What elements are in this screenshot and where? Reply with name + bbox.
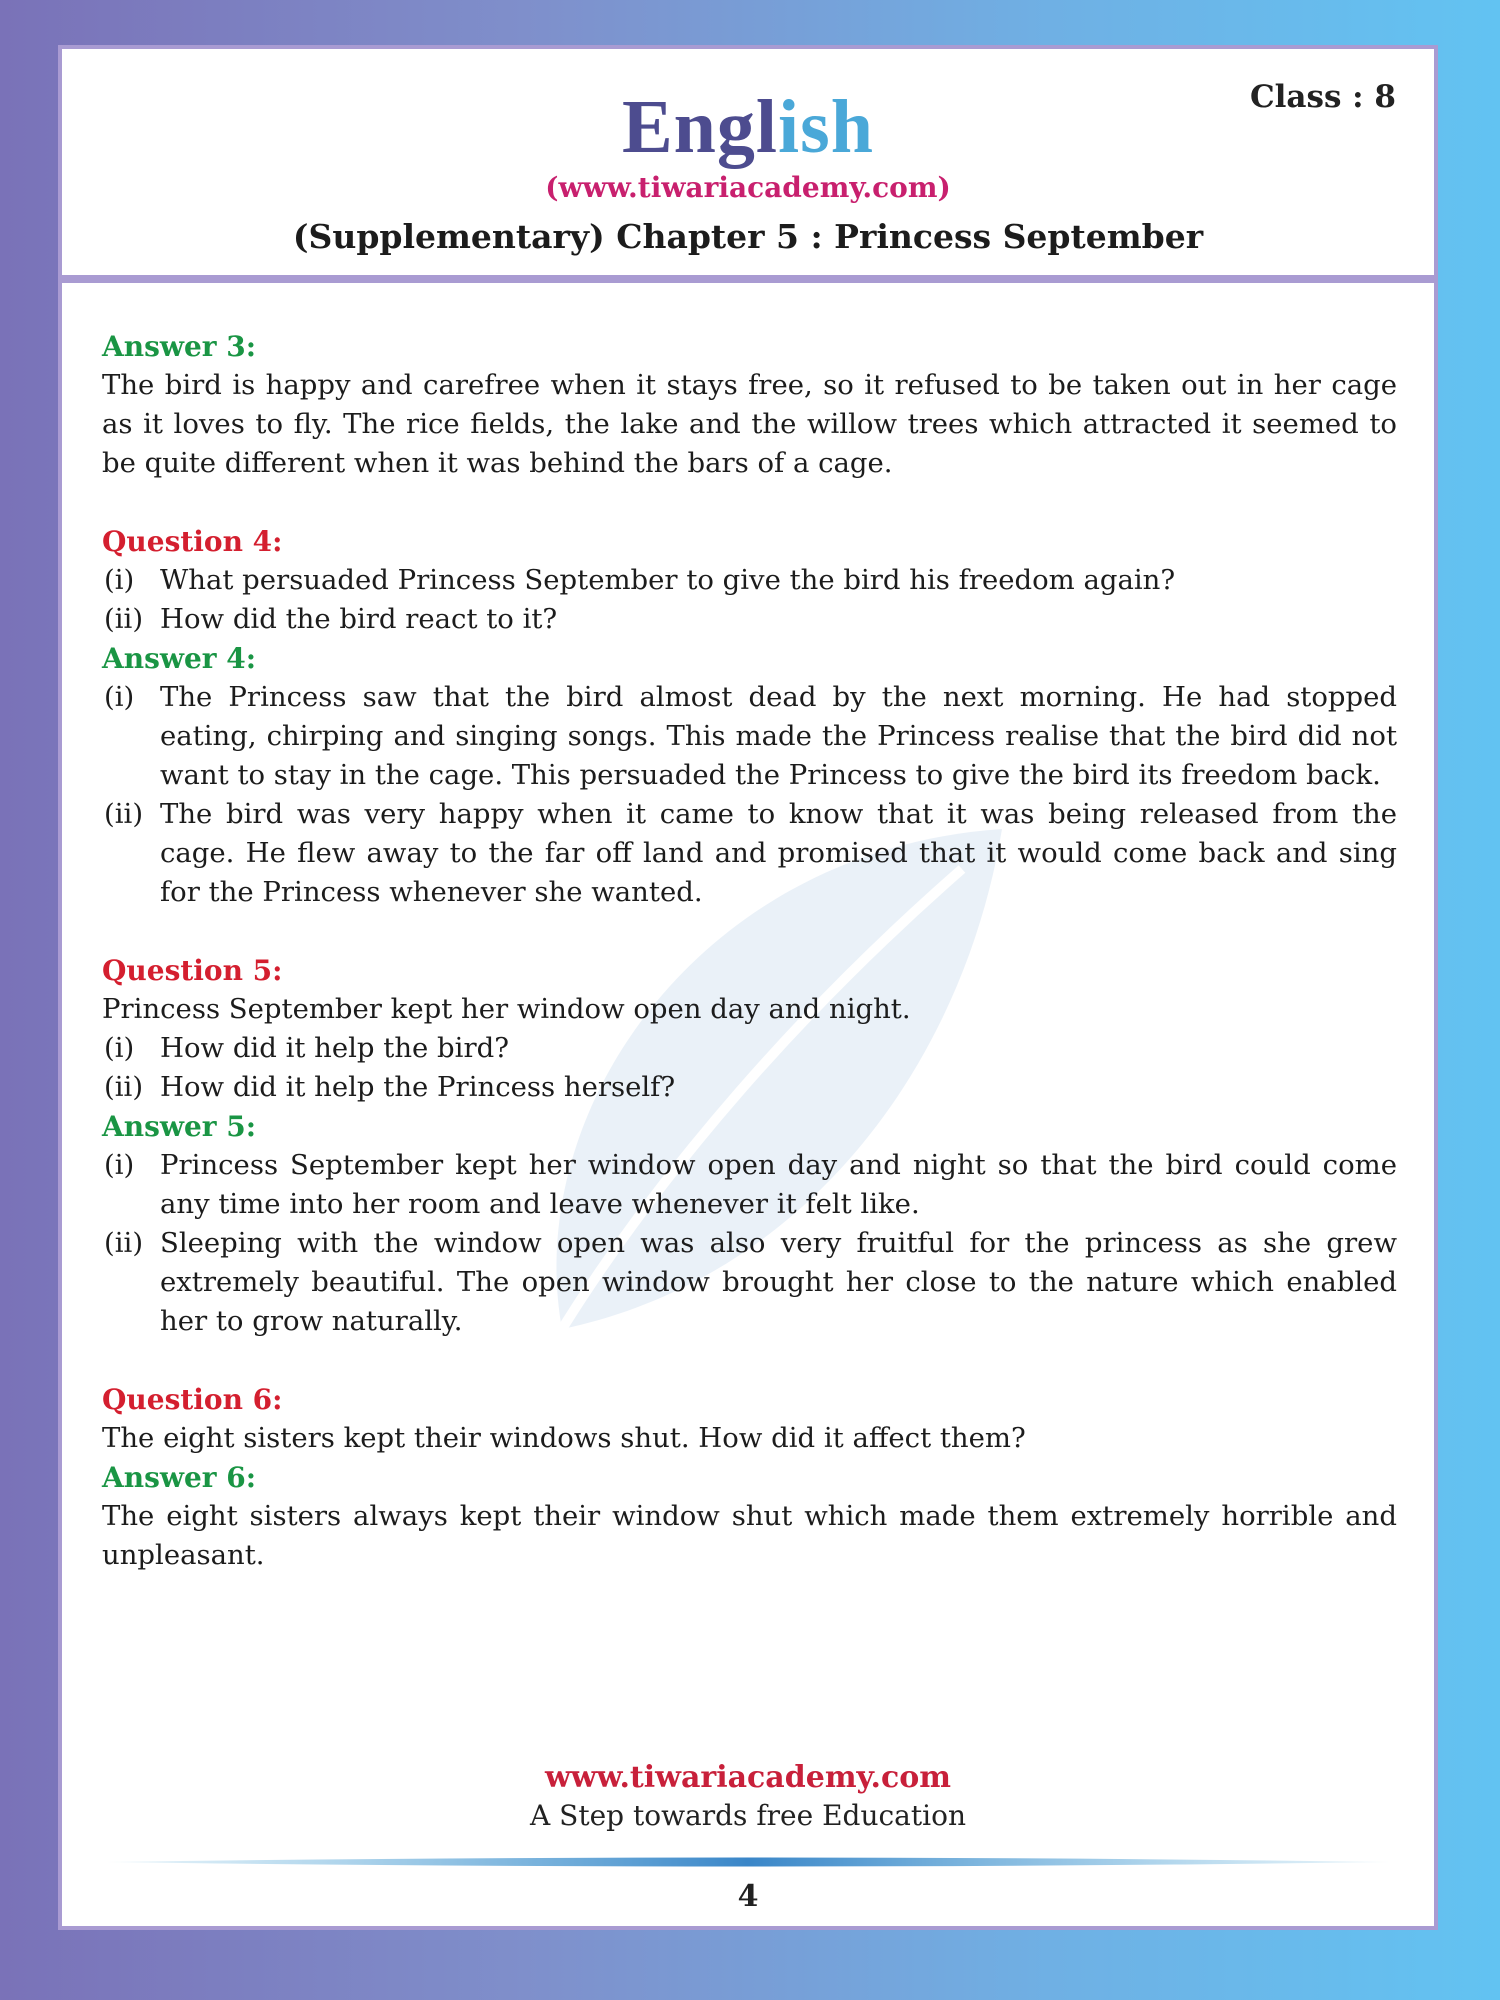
list-item (102, 1068, 1397, 1107)
item-text: How did the bird react to it? (160, 603, 558, 635)
page-title (62, 84, 1434, 171)
list-item (102, 795, 1397, 912)
item-number: (ii) (104, 603, 144, 635)
qa-content (102, 327, 1397, 1575)
answer-3-text: The bird is happy and carefree when it stays free, so it refused to be taken out in her cage as it loves to fly. The rice fields, the lake and the willow trees which attracted it seemed to be quite different when it was behind the bars of a cage. (102, 369, 1397, 479)
item-text: How did it help the bird? (160, 1032, 509, 1064)
question-6-label: Question 6: (102, 1383, 283, 1416)
page-header (62, 49, 1434, 283)
item-text: Sleeping with the window open was also very fruitful for the princess as she grew extremely beautiful. The open window brought her close to the nature which enabled her to grow naturally. (160, 1227, 1397, 1337)
item-number: (i) (104, 681, 135, 713)
item-number: (i) (104, 564, 135, 596)
spacer (102, 912, 1397, 951)
spacer (102, 1341, 1397, 1380)
answer-6-text: The eight sisters always kept their window shut which made them extremely horrible and unpleasant. (102, 1500, 1397, 1571)
item-text: How did it help the Princess herself? (160, 1071, 676, 1103)
spacer (102, 483, 1397, 522)
item-number: (i) (104, 1032, 135, 1064)
question-5-label: Question 5: (102, 954, 283, 987)
footer-website-link[interactable]: www.tiwariacademy.com (544, 1760, 952, 1795)
item-text: What persuaded Princess September to give the bird his freedom again? (160, 564, 1176, 596)
list-item (102, 1224, 1397, 1341)
item-number: (i) (104, 1149, 135, 1181)
answer-5-label: Answer 5: (102, 1110, 257, 1143)
list-item (102, 678, 1397, 795)
list-item (102, 1029, 1397, 1068)
answer-6-label: Answer 6: (102, 1461, 257, 1494)
footer-divider (107, 1857, 1389, 1867)
list-item (102, 600, 1397, 639)
title-part1: Engl (621, 85, 779, 169)
page-footer (62, 1759, 1434, 1835)
class-label: Class : 8 (1249, 79, 1396, 115)
question-5-intro: Princess September kept her window open day and night. (102, 993, 911, 1025)
item-number: (ii) (104, 1227, 144, 1259)
item-number: (ii) (104, 798, 144, 830)
title-part2: ish (778, 85, 875, 169)
item-number: (ii) (104, 1071, 144, 1103)
page-number: 4 (737, 1879, 759, 1914)
question-4-label: Question 4: (102, 525, 283, 558)
chapter-title: (Supplementary) Chapter 5 : Princess September (292, 217, 1204, 256)
item-text: The bird was very happy when it came to know that it was being released from the cage. He flew away to the far off land and promised that it would come back and sing for the Princess whenever she wanted. (160, 798, 1397, 908)
answer-3-label: Answer 3: (102, 330, 257, 363)
list-item (102, 1146, 1397, 1224)
item-text: The Princess saw that the bird almost dead by the next morning. He had stopped eating, chirping and singing songs. This made the Princess realise that the bird did not want to stay in the cage. This persuaded the Princess to give the bird its freedom back. (160, 681, 1397, 791)
footer-tagline: A Step towards free Education (530, 1799, 966, 1832)
header-website-link[interactable]: (www.tiwariacademy.com) (545, 171, 951, 204)
item-text: Princess September kept her window open day and night so that the bird could come any time into her room and leave whenever it felt like. (160, 1149, 1397, 1220)
question-6-text: The eight sisters kept their windows shut. How did it affect them? (102, 1422, 1026, 1454)
answer-4-label: Answer 4: (102, 642, 257, 675)
header-divider (62, 275, 1434, 283)
list-item (102, 561, 1397, 600)
document-page (58, 45, 1438, 1930)
